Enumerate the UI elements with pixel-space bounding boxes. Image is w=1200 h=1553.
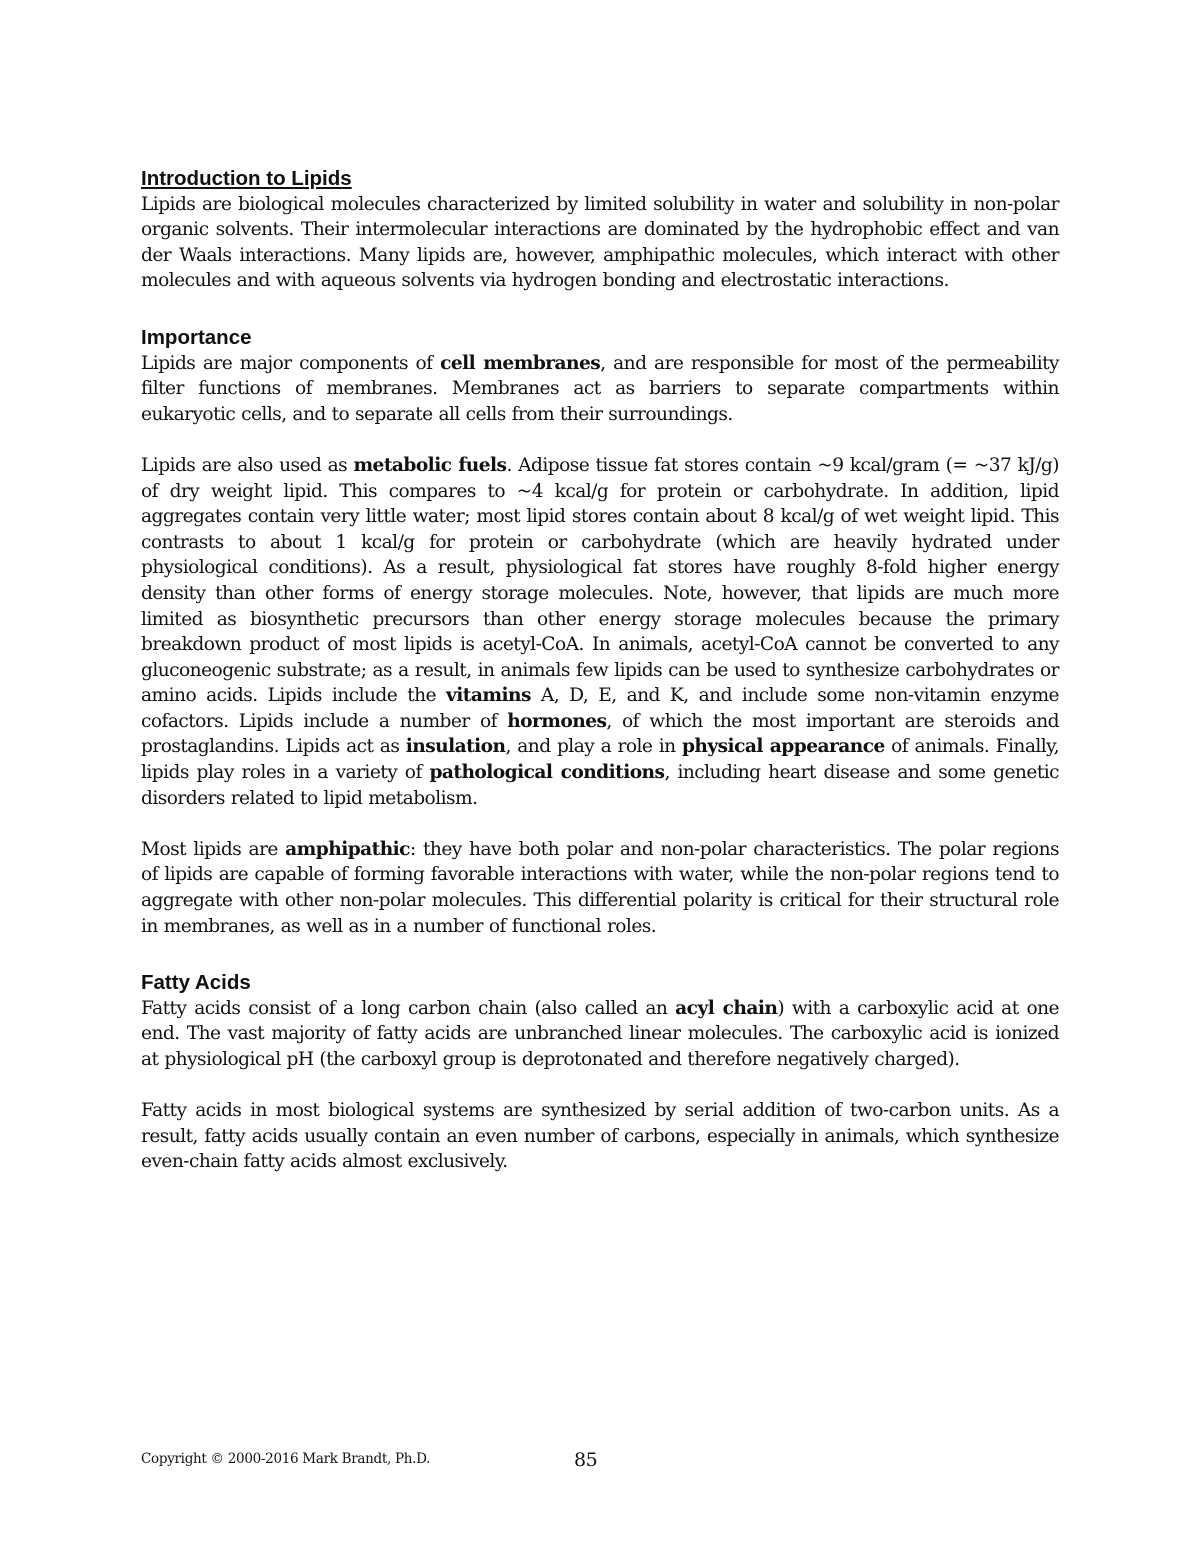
fatty-acids-paragraph-2: Fatty acids in most biological systems are synthesized by serial addition of two-carbon units. As a result, fatty acids usually contain an even number of carbons, especially in animals, which synthesize even-chain fatty acids almost exclusively. <box>141 1100 1059 1173</box>
fatty-acids-heading: Fatty Acids <box>141 971 251 995</box>
page-number: 85 <box>574 1449 598 1471</box>
importance-paragraph-3: Most lipids are amphipathic: they have both polar and non-polar characteristics. The polar regions of lipids are capable of forming favorable interactions with water, while the non-polar regions tend to aggregate with other non-polar molecules. This differential polarity is critical for their structural role in membranes, as well as in a number of functional roles. <box>141 838 1059 937</box>
copyright-notice: Copyright © 2000-2016 Mark Brandt, Ph.D. <box>141 1451 431 1467</box>
document-body <box>141 166 1059 1175</box>
importance-paragraph-1: Lipids are major components of cell membranes, and are responsible for most of the permeability filter functions of membranes. Membranes act as barriers to separate compartments within eukaryotic cells, and to separate all cells from their surroundings. <box>141 352 1059 425</box>
importance-paragraph-2: Lipids are also used as metabolic fuels. Adipose tissue fat stores contain ~9 kcal/gram (= ~37 kJ/g) of dry weight lipid. This compares to ~4 kcal/g for protein or carbohydrate. In addition, lipid aggregates contain very little water; most lipid stores contain about 8 kcal/g of wet weight lipid. This contrasts to about 1 kcal/g for protein or carbohydrate (which are heavily hydrated under physiological conditions). As a result, physiological fat stores have roughly 8-fold higher energy density than other forms of energy storage molecules. Note, however, that lipids are much more limited as biosynthetic precursors than other energy storage molecules because the primary breakdown product of most lipids is acetyl-CoA. In animals, acetyl-CoA cannot be converted to any gluconeogenic substrate; as a result, in animals few lipids can be used to synthesize carbohydrates or amino acids. Lipids include the vitamins A, D, E, and K, and include some non-vitamin enzyme cofactors. Lipids include a number of hormones, of which the most important are steroids and prostaglandins. Lipids act as insulation, and play a role in physical appearance of animals. Finally, lipids play roles in a variety of pathological conditions, including heart disease and some genetic disorders related to lipid metabolism. <box>141 454 1059 809</box>
fatty-acids-paragraph-1: Fatty acids consist of a long carbon chain (also called an acyl chain) with a carboxylic acid at one end. The vast majority of fatty acids are unbranched linear molecules. The carboxylic acid is ionized at physiological pH (the carboxyl group is deprotonated and therefore negatively charged). <box>141 997 1059 1070</box>
importance-heading: Importance <box>141 325 252 349</box>
intro-paragraph: Lipids are biological molecules characterized by limited solubility in water and solubility in non-polar organic solvents. Their intermolecular interactions are dominated by the hydrophobic effect and van der Waals interactions. Many lipids are, however, amphipathic molecules, which interact with other molecules and with aqueous solvents via hydrogen bonding and electrostatic interactions. <box>141 193 1059 292</box>
intro-heading: Introduction to Lipids <box>141 167 352 190</box>
